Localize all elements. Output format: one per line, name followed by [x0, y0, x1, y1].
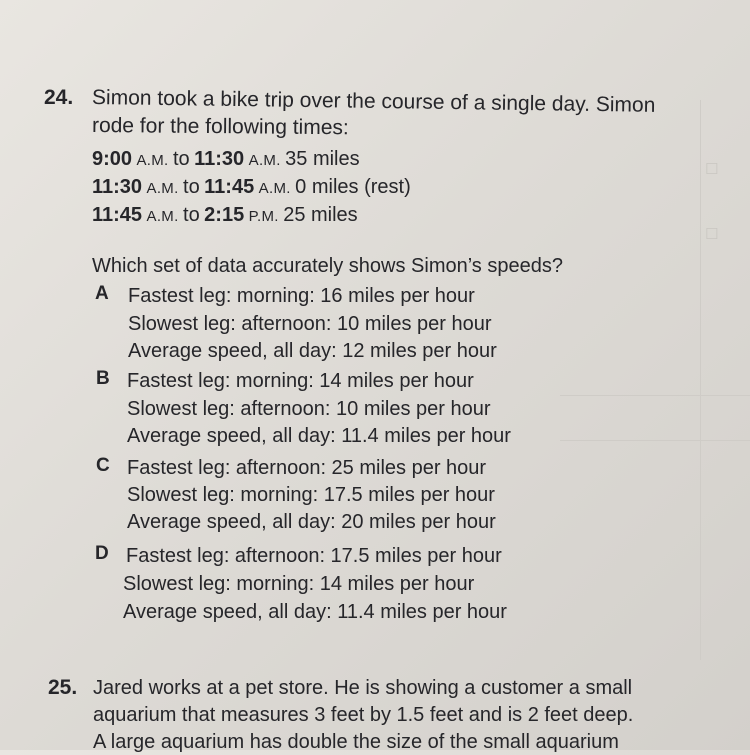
meridiem: A.M.: [146, 180, 179, 197]
time-end: 11:45: [204, 176, 255, 198]
question-24-stem-line-2: rode for the following times:: [91, 114, 349, 140]
option-b-letter: B: [96, 368, 110, 389]
time-row-2: [92, 176, 411, 199]
option-b-line-1: Fastest leg: morning: 14 miles per hour: [127, 370, 474, 392]
time-row-1: [92, 148, 360, 171]
option-c-line-3: Average speed, all day: 20 miles per hour: [127, 511, 496, 533]
bleed-through-mark: ☐: [705, 226, 719, 243]
bleed-through-line: [560, 440, 750, 441]
question-25-number: 25.: [48, 676, 78, 699]
bleed-through-line: [700, 100, 701, 660]
time-to: to: [183, 204, 200, 226]
question-25-stem-line-2: aquarium that measures 3 feet by 1.5 feet and is 2 feet deep.: [93, 704, 634, 726]
option-a-line-2: Slowest leg: afternoon: 10 miles per hour: [128, 313, 492, 335]
option-a-line-1: Fastest leg: morning: 16 miles per hour: [128, 285, 475, 307]
time-start: 11:30: [92, 176, 143, 198]
question-25-stem-line-3: A large aquarium has double the size of the small aquarium: [93, 731, 619, 753]
meridiem: A.M.: [136, 152, 169, 169]
option-d-line-2: Slowest leg: morning: 14 miles per hour: [123, 573, 475, 595]
option-b-line-2: Slowest leg: afternoon: 10 miles per hour: [127, 398, 491, 420]
meridiem: A.M.: [146, 208, 179, 225]
option-c-letter: C: [96, 455, 110, 476]
time-end: 2:15: [204, 204, 245, 226]
option-a-line-3: Average speed, all day: 12 miles per hour: [128, 340, 497, 362]
time-to: to: [183, 176, 200, 198]
question-24-prompt: Which set of data accurately shows Simon’s speeds?: [92, 255, 563, 277]
option-c-line-1: Fastest leg: afternoon: 25 miles per hour: [127, 457, 487, 479]
meridiem: P.M.: [248, 208, 279, 225]
time-to: to: [172, 148, 190, 170]
option-c-line-2: Slowest leg: morning: 17.5 miles per hour: [127, 484, 495, 506]
option-b-line-3: Average speed, all day: 11.4 miles per hour: [127, 425, 511, 447]
bleed-through-line: [560, 395, 750, 396]
time-end: 11:30: [194, 148, 245, 170]
distance: 0 miles (rest): [295, 176, 411, 198]
time-row-3: [92, 204, 358, 227]
bleed-through-mark: ☐: [705, 161, 719, 178]
time-start: 11:45: [92, 204, 143, 226]
question-25-stem-line-1: Jared works at a pet store. He is showing a customer a small: [93, 677, 633, 699]
option-d-letter: D: [95, 543, 109, 564]
option-a-letter: A: [95, 283, 109, 304]
question-24-stem-line-1: Simon took a bike trip over the course of a single day. Simon: [91, 86, 656, 117]
meridiem: A.M.: [258, 180, 291, 197]
question-24-number: 24.: [44, 86, 74, 109]
option-d-line-3: Average speed, all day: 11.4 miles per hour: [123, 601, 507, 623]
option-d-line-1: Fastest leg: afternoon: 17.5 miles per hour: [126, 545, 502, 567]
distance: 35 miles: [285, 148, 360, 170]
distance: 25 miles: [283, 204, 358, 226]
time-start: 9:00: [92, 148, 133, 170]
meridiem: A.M.: [248, 152, 281, 169]
